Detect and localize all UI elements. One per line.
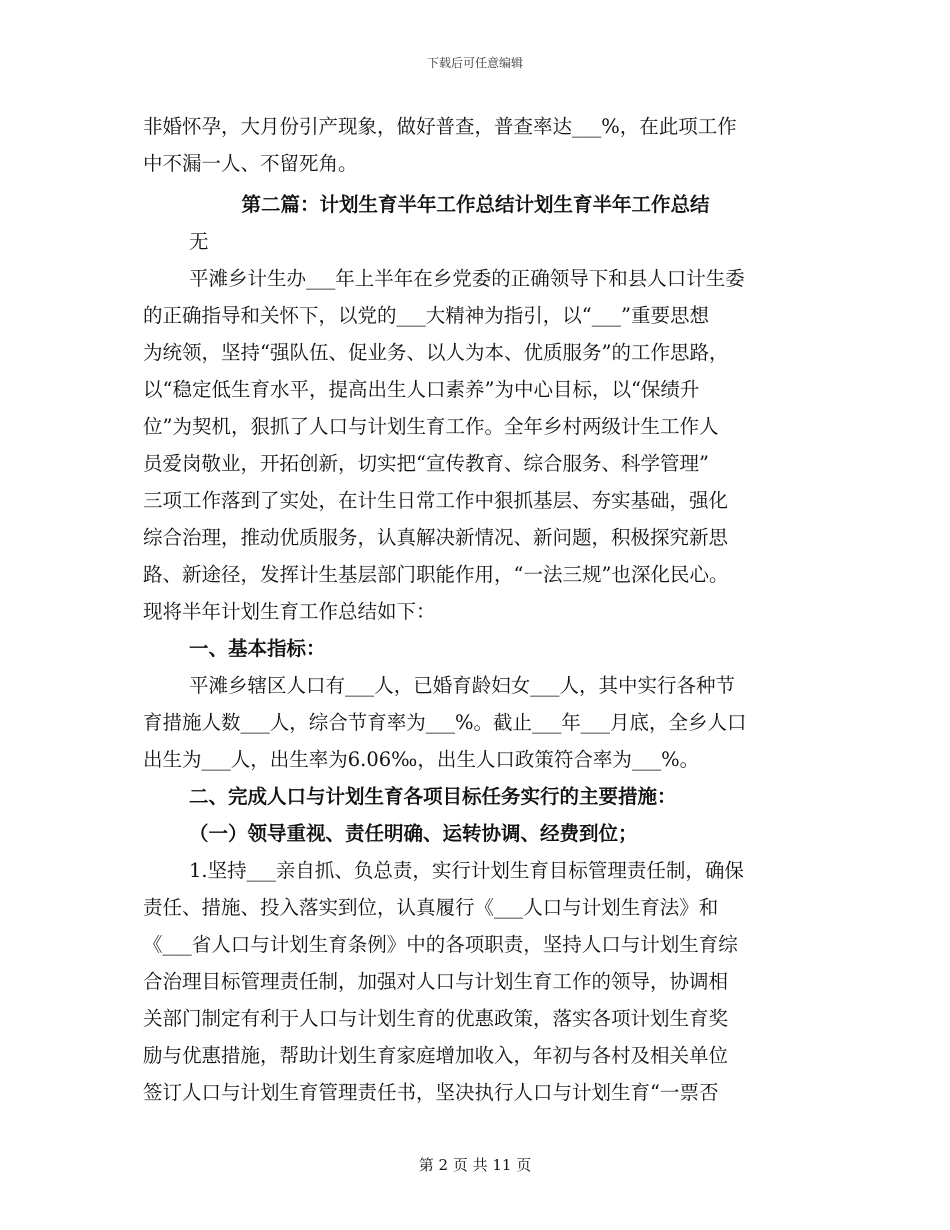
heading-basic-indicators: 一、基本指标：	[189, 637, 326, 660]
paragraph-intro-line-2: 的正确指导和关怀下，以党的___大精神为指引，以“___”重要思想	[143, 304, 709, 327]
paragraph-intro-line-8: 综合治理，推动优质服务，认真解决新情况、新问题，积极探究新思	[143, 526, 729, 549]
subheading-leadership: （一）领导重视、责任明确、运转协调、经费到位；	[189, 822, 638, 845]
paragraph-measures-line-5: 关部门制定有利于人口与计划生育的优惠政策，落实各项计划生育奖	[143, 1007, 729, 1030]
paragraph-intro-line-4: 以“稳定低生育水平，提高出生人口素养”为中心目标，以“保绩升	[143, 378, 700, 401]
page-header: 下载后可任意编辑	[426, 56, 523, 70]
document-body	[143, 108, 808, 1111]
paragraph-measures-line-4: 合治理目标管理责任制，加强对人口与计划生育工作的领导，协调相	[143, 970, 729, 993]
page-number-footer: 第 2 页 共 11 页	[418, 1156, 532, 1174]
paragraph-indicators-line-2: 育措施人数___人，综合节育率为___%。截止___年___月底，全乡人口	[143, 711, 747, 734]
paragraph-intro-line-7: 三项工作落到了实处，在计生日常工作中狠抓基层、夯实基础，强化	[143, 489, 729, 512]
paragraph-intro-line-10: 现将半年计划生育工作总结如下：	[143, 600, 436, 623]
paragraph-indicators-line-3: 出生为___人，出生率为6.06‰，出生人口政策符合率为___%。	[143, 748, 700, 771]
heading-main-measures: 二、完成人口与计划生育各项目标任务实行的主要措施：	[189, 785, 677, 808]
body-line-wu: 无	[189, 230, 209, 253]
paragraph-intro-line-9: 路、新途径，发挥计生基层部门职能作用，“一法三规”也深化民心。	[143, 563, 729, 586]
paragraph-intro-line-1: 平滩乡计生办___年上半年在乡党委的正确领导下和县人口计生委	[189, 267, 745, 290]
paragraph-measures-line-2: 责任、措施、投入落实到位，认真履行《___人口与计划生育法》和	[143, 896, 719, 919]
body-line-2: 中不漏一人、不留死角。	[143, 152, 358, 175]
paragraph-measures-line-3: 《___省人口与计划生育条例》中的各项职责，坚持人口与计划生育综	[143, 933, 738, 956]
paragraph-indicators-line-1: 平滩乡辖区人口有___人，已婚育龄妇女___人，其中实行各种节	[189, 674, 736, 697]
paragraph-measures-line-1: 1.坚持___亲自抓、负总责，实行计划生育目标管理责任制，确保	[189, 859, 744, 882]
paragraph-intro-line-5: 位”为契机，狠抓了人口与计划生育工作。全年乡村两级计生工作人	[143, 415, 719, 438]
paragraph-intro-line-3: 为统领，坚持“强队伍、促业务、以人为本、优质服务”的工作思路，	[143, 341, 729, 364]
paragraph-measures-line-7: 签订人口与计划生育管理责任书，坚决执行人口与计划生育“一票否	[143, 1081, 719, 1104]
section-title: 第二篇：计划生育半年工作总结计划生育半年工作总结	[241, 193, 710, 216]
paragraph-measures-line-6: 励与优惠措施，帮助计划生育家庭增加收入，年初与各村及相关单位	[143, 1044, 729, 1067]
paragraph-intro-line-6: 员爱岗敬业，开拓创新，切实把“宣传教育、综合服务、科学管理”	[143, 452, 709, 475]
body-line-1: 非婚怀孕，大月份引产现象，做好普查，普查率达___%，在此项工作	[143, 115, 737, 138]
